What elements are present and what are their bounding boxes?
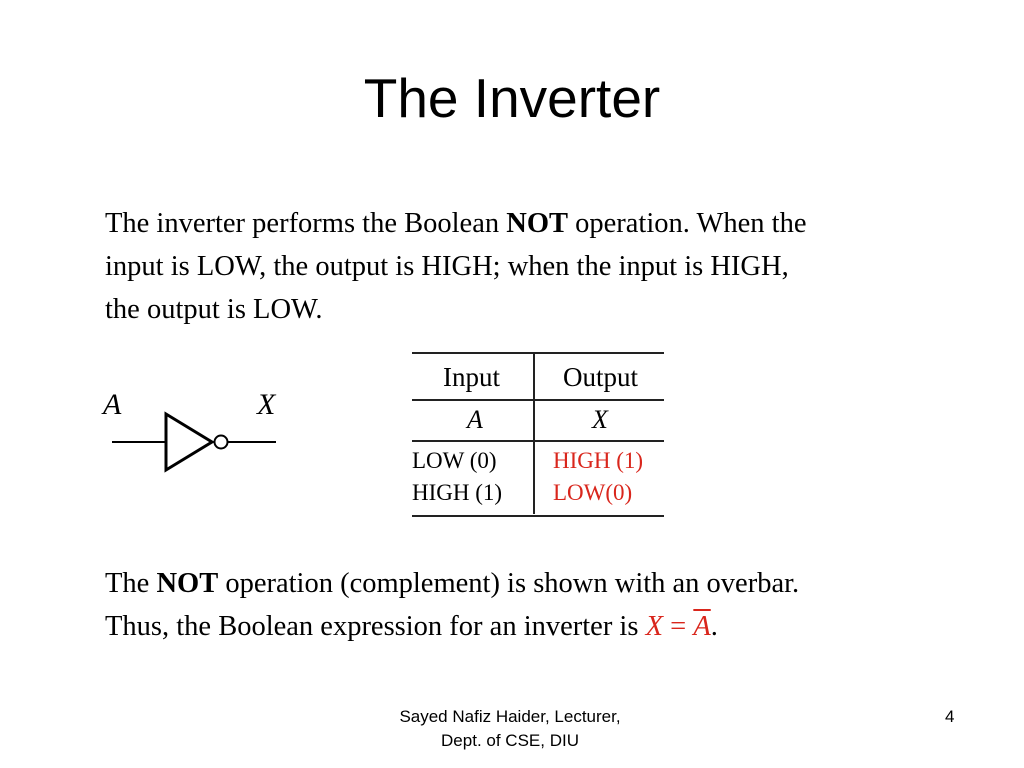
gate-output-label: X <box>257 388 276 421</box>
table-subheader-rule <box>412 440 664 442</box>
table-row-2-input: HIGH (1) <box>412 480 503 505</box>
footer-department: Dept. of CSE, DIU <box>441 731 579 750</box>
not-keyword: NOT <box>506 208 568 239</box>
table-top-rule <box>412 352 664 354</box>
equation-input-complement: $\overline{A}$ <box>693 611 711 642</box>
table-column-divider <box>533 352 535 514</box>
overbar-line-2-end: . <box>710 611 718 642</box>
table-bottom-rule <box>412 515 664 517</box>
intro-paragraph <box>105 202 985 331</box>
table-row-1-input: LOW (0) <box>412 448 497 473</box>
intro-line-1-start: The inverter performs the Boolean <box>105 208 507 239</box>
slide-footer <box>340 705 680 753</box>
intro-line-1-end: operation. When the <box>568 208 807 239</box>
overbar-line-1-start: The <box>105 568 157 599</box>
not-keyword-2: NOT <box>156 568 219 599</box>
table-header-output: Output <box>563 362 639 392</box>
boolean-expression <box>646 611 711 642</box>
intro-line-2: input is LOW, the output is HIGH; when the input is HIGH, <box>105 251 789 282</box>
table-header-input: Input <box>443 362 500 392</box>
overbar-line-1 <box>105 562 985 605</box>
slide-number: 4 <box>945 707 955 726</box>
overbar-line-1-end: operation (complement) is shown with an overbar. <box>218 568 800 599</box>
overbar-line-2-start: Thus, the Boolean expression for an inverter is <box>105 611 646 642</box>
table-header-rule <box>412 399 664 401</box>
table-row-2-output: LOW(0) <box>553 480 633 505</box>
inversion-bubble <box>215 436 228 449</box>
overbar-line-2 <box>105 605 985 648</box>
table-subheader-output: X <box>592 405 608 434</box>
intro-line-3: the output is LOW. <box>105 294 323 325</box>
footer-author: Sayed Nafiz Haider, Lecturer, <box>399 707 621 726</box>
intro-line-1 <box>105 202 985 245</box>
overbar-paragraph <box>105 562 985 648</box>
equation-equals: = <box>663 611 694 642</box>
table-row-1-output: HIGH (1) <box>553 448 644 473</box>
table-subheader-input: A <box>467 405 483 434</box>
slide-title: The Inverter <box>363 67 661 129</box>
equation-output-var: X <box>645 611 663 642</box>
gate-input-label: A <box>103 388 122 421</box>
buffer-triangle <box>166 414 212 470</box>
